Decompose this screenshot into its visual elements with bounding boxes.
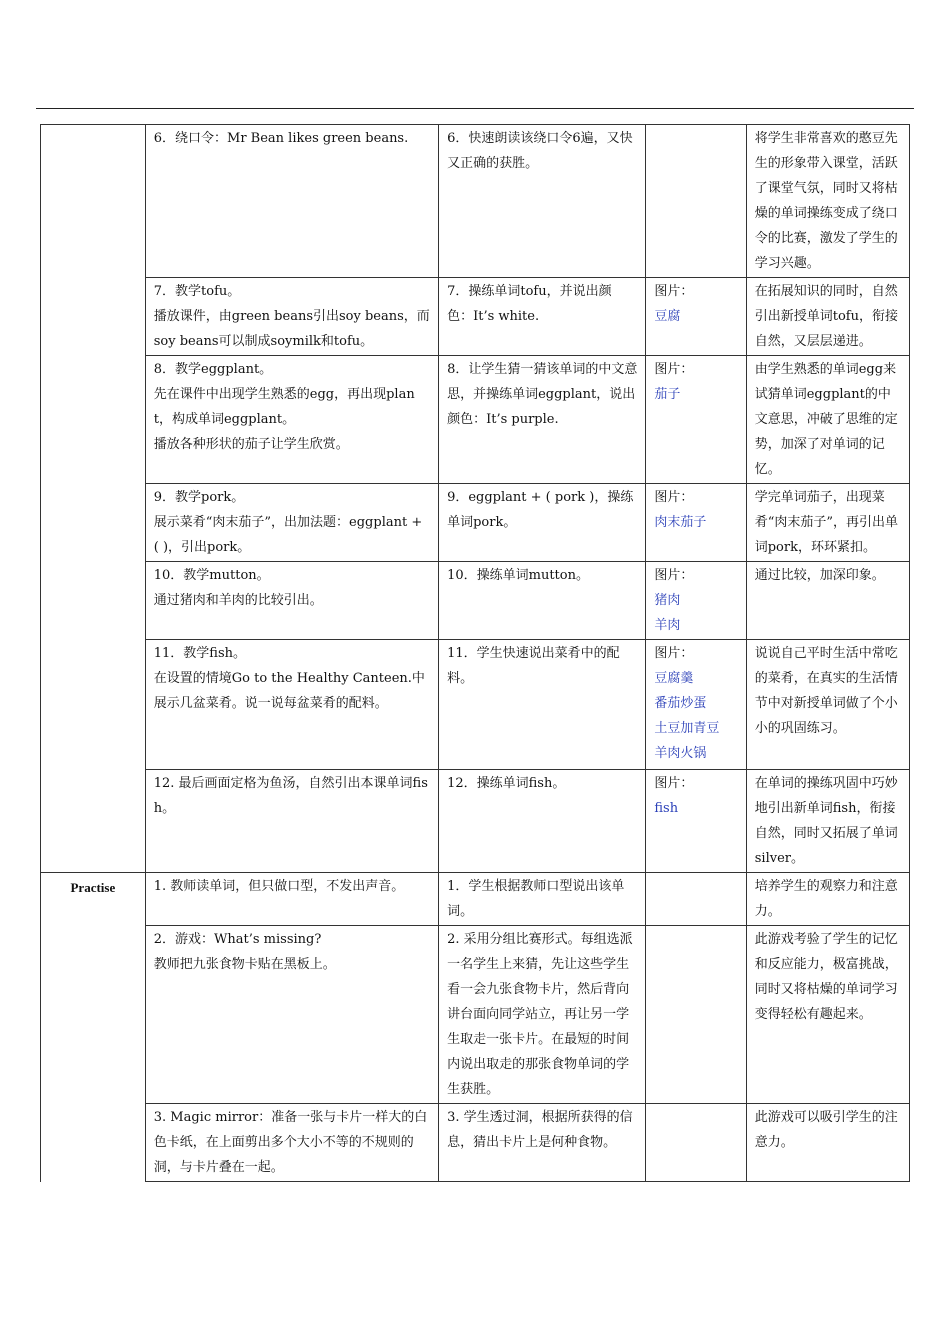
picture-label: 图片： — [654, 646, 694, 661]
student-activity-text: 2. 采用分组比赛形式。每组选派一名学生上来猜，先让这些学生看一会九张食物卡片，然后背向讲台面向同学站立，再让另一学生取走一张卡片。在最短的时间内说出取走的那张食物单词的学生获胜。 — [447, 932, 633, 1097]
picture-item: 羊肉火锅 — [654, 746, 707, 761]
student-activity-cell — [439, 125, 646, 278]
student-activity-text: 10．操练单词mutton。 — [447, 568, 589, 583]
table-row — [41, 770, 910, 873]
purpose-text: 在拓展知识的同时，自然引出新授单词tofu，衔接自然，又层层递进。 — [754, 284, 898, 349]
student-activity-text: 12．操练单词fish。 — [447, 776, 566, 791]
teacher-activity-cell — [145, 356, 438, 484]
table-row — [41, 926, 910, 1104]
teacher-activity-cell — [145, 926, 438, 1104]
purpose-text: 培养学生的观察力和注意力。 — [754, 879, 898, 919]
picture-item: 番茄炒蛋 — [654, 696, 707, 711]
teacher-activity-text: 播放各种形状的茄子让学生欣赏。 — [153, 437, 349, 452]
teacher-activity-text: 播放课件，由green beans引出soy beans，而soy beans可以制成soymilk和tofu。 — [153, 309, 430, 349]
picture-item: 土豆加青豆 — [654, 721, 720, 736]
purpose-text: 此游戏可以吸引学生的注意力。 — [754, 1110, 898, 1150]
purpose-text: 说说自己平时生活中常吃的菜肴，在真实的生活情节中对新授单词做了个小小的巩固练习。 — [754, 646, 898, 736]
purpose-text: 此游戏考验了学生的记忆和反应能力，极富挑战，同时又将枯燥的单词学习变得轻松有趣起来。 — [754, 932, 898, 1022]
picture-item: 猪肉 — [654, 593, 681, 608]
table-row — [41, 562, 910, 640]
student-activity-cell — [439, 926, 646, 1104]
table-row — [41, 356, 910, 484]
teacher-activity-text: 通过猪肉和羊肉的比较引出。 — [153, 593, 323, 608]
stage-cell-practise — [41, 873, 146, 1182]
teacher-activity-text: 3. Magic mirror：准备一张与卡片一样大的白色卡纸，在上面剪出多个大小不等的不规则的洞，与卡片叠在一起。 — [153, 1110, 428, 1175]
student-activity-cell — [439, 640, 646, 770]
teacher-activity-text: 2．游戏：What’s missing? — [153, 932, 322, 947]
student-activity-text: 6．快速朗读该绕口令6遍，又快又正确的获胜。 — [447, 131, 633, 171]
student-activity-text: 9．eggplant + ( pork )，操练单词pork。 — [447, 490, 634, 530]
purpose-text: 由学生熟悉的单词egg来试猜单词eggplant的中文意思，冲破了思维的定势，加深了对单词的记忆。 — [754, 362, 898, 477]
teacher-activity-cell — [145, 640, 438, 770]
stage-cell-presentation — [41, 125, 146, 873]
student-activity-cell — [439, 770, 646, 873]
student-activity-text: 11．学生快速说出菜肴中的配料。 — [447, 646, 620, 686]
student-activity-cell — [439, 1104, 646, 1182]
purpose-cell — [746, 484, 909, 562]
picture-label: 图片： — [654, 776, 694, 791]
resources-cell — [646, 926, 746, 1104]
teacher-activity-text: 先在课件中出现学生熟悉的egg，再出现plant，构成单词eggplant。 — [153, 387, 415, 427]
purpose-cell — [746, 1104, 909, 1182]
table-row — [41, 873, 910, 926]
teacher-activity-text: 6．绕口令：Mr Bean likes green beans. — [153, 131, 409, 146]
teacher-activity-text: 展示菜肴“肉末茄子”，出加法题：eggplant + ( )，引出pork。 — [153, 515, 423, 555]
teacher-activity-text: 10．教学mutton。 — [153, 568, 270, 583]
teacher-activity-text: 7．教学tofu。 — [153, 284, 241, 299]
resources-cell — [646, 562, 746, 640]
resources-cell — [646, 484, 746, 562]
purpose-cell — [746, 873, 909, 926]
lesson-plan-table — [40, 124, 910, 1182]
purpose-cell — [746, 356, 909, 484]
picture-label: 图片： — [654, 284, 694, 299]
teacher-activity-cell — [145, 873, 438, 926]
teacher-activity-cell — [145, 770, 438, 873]
student-activity-cell — [439, 278, 646, 356]
purpose-cell — [746, 926, 909, 1104]
table-row — [41, 640, 910, 770]
purpose-cell — [746, 770, 909, 873]
student-activity-text: 3. 学生透过洞，根据所获得的信息，猜出卡片上是何种食物。 — [447, 1110, 633, 1150]
resources-cell — [646, 1104, 746, 1182]
teacher-activity-cell — [145, 1104, 438, 1182]
stage-label: Practise — [70, 880, 116, 895]
picture-item: 茄子 — [654, 387, 681, 402]
teacher-activity-cell — [145, 484, 438, 562]
table-row — [41, 484, 910, 562]
picture-label: 图片： — [654, 362, 694, 377]
purpose-cell — [746, 125, 909, 278]
picture-item: 豆腐羹 — [654, 671, 694, 686]
purpose-cell — [746, 562, 909, 640]
teacher-activity-text: 教师把九张食物卡贴在黑板上。 — [153, 957, 336, 972]
teacher-activity-cell — [145, 562, 438, 640]
student-activity-text: 7．操练单词tofu，并说出颜色：It’s white. — [447, 284, 612, 324]
table-row — [41, 1104, 910, 1182]
teacher-activity-cell — [145, 125, 438, 278]
picture-label: 图片： — [654, 490, 694, 505]
purpose-text: 学完单词茄子，出现菜肴“肉末茄子”，再引出单词pork，环环紧扣。 — [754, 490, 899, 555]
purpose-text: 通过比较，加深印象。 — [754, 568, 885, 583]
resources-cell — [646, 873, 746, 926]
student-activity-cell — [439, 562, 646, 640]
student-activity-text: 8．让学生猜一猜该单词的中文意思，并操练单词eggplant，说出颜色：It’s purple. — [447, 362, 638, 427]
picture-item: 豆腐 — [654, 309, 681, 324]
table-row — [41, 278, 910, 356]
picture-item: 肉末茄子 — [654, 515, 707, 530]
teacher-activity-text: 11．教学fish。 — [153, 646, 247, 661]
resources-cell — [646, 640, 746, 770]
resources-cell — [646, 278, 746, 356]
student-activity-cell — [439, 873, 646, 926]
teacher-activity-text: 1. 教师读单词，但只做口型，不发出声音。 — [153, 879, 405, 894]
purpose-text: 在单词的操练巩固中巧妙地引出新单词fish，衔接自然，同时又拓展了单词silver。 — [754, 776, 898, 866]
student-activity-cell — [439, 484, 646, 562]
teacher-activity-cell — [145, 278, 438, 356]
teacher-activity-text: 在设置的情境Go to the Healthy Canteen.中展示几盆菜肴。说一说每盆菜肴的配料。 — [153, 671, 425, 711]
page-header-rule — [36, 108, 914, 109]
purpose-cell — [746, 640, 909, 770]
picture-item: fish — [654, 801, 679, 816]
student-activity-cell — [439, 356, 646, 484]
resources-cell — [646, 356, 746, 484]
teacher-activity-text: 9．教学pork。 — [153, 490, 245, 505]
teacher-activity-text: 12. 最后画面定格为鱼汤，自然引出本课单词fish。 — [153, 776, 428, 816]
picture-label: 图片： — [654, 568, 694, 583]
resources-cell — [646, 125, 746, 278]
resources-cell — [646, 770, 746, 873]
teacher-activity-text: 8．教学eggplant。 — [153, 362, 273, 377]
table-row — [41, 125, 910, 278]
picture-item: 羊肉 — [654, 618, 681, 633]
purpose-text: 将学生非常喜欢的憨豆先生的形象带入课堂，活跃了课堂气氛，同时又将枯燥的单词操练变成了绕口令的比赛，激发了学生的学习兴趣。 — [754, 131, 898, 271]
student-activity-text: 1．学生根据教师口型说出该单词。 — [447, 879, 625, 919]
purpose-cell — [746, 278, 909, 356]
